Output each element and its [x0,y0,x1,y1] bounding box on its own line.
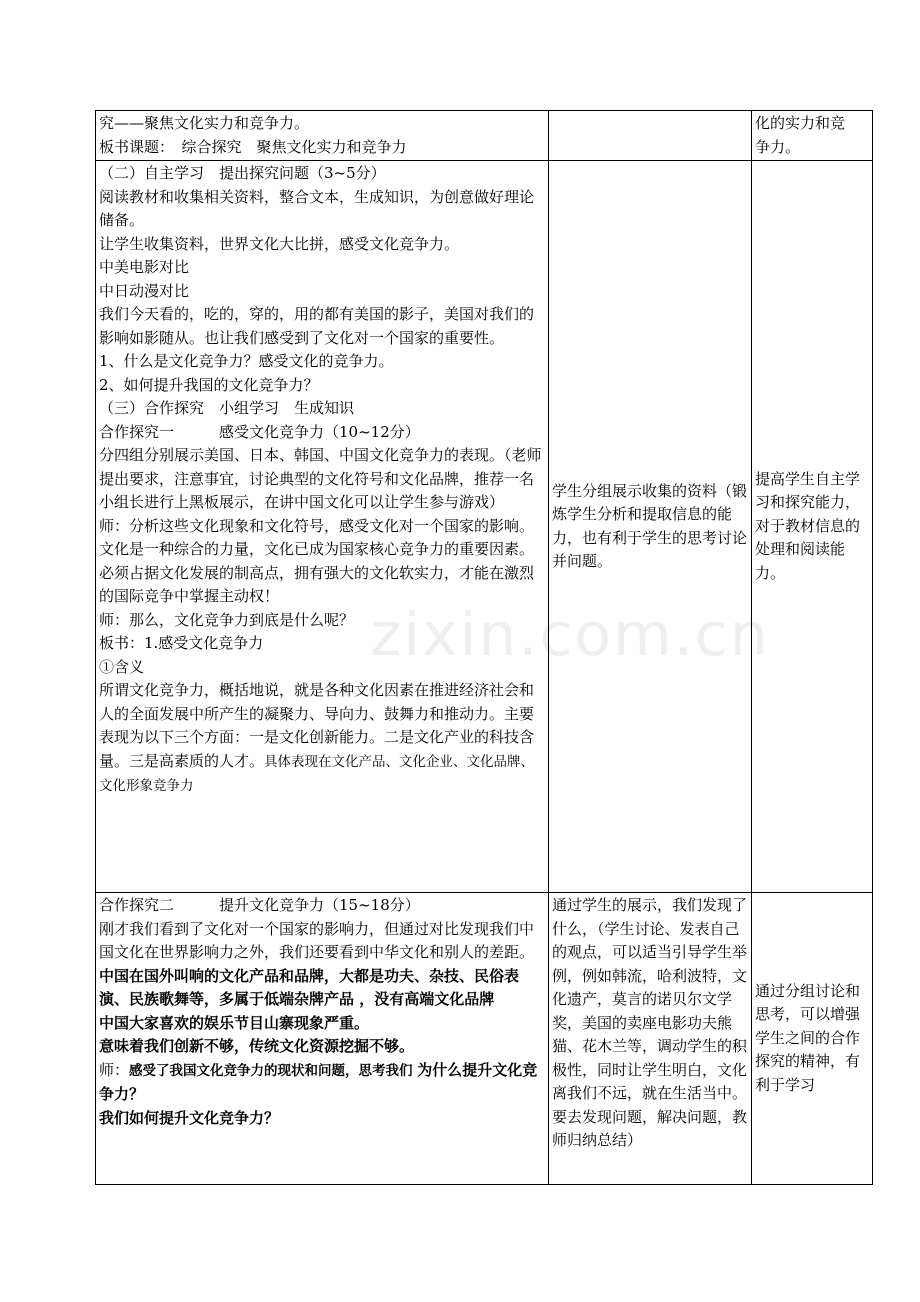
row2-line: 让学生收集资料，世界文化大比拼，感受文化竞争力。 [99,234,460,253]
teacher-prefix: 师： [99,1060,130,1079]
row3-intent-cell [752,893,873,1185]
row1-line-2: 板书课题： 综合探究 聚焦文化实力和竞争力 [99,137,407,156]
table-row-1 [96,111,873,161]
row2-line: ①含义 [99,657,145,676]
watermark: zixin.com.cn [370,600,770,670]
row2-intent-cell [752,161,873,893]
row1-intent-line-1: 化的实力和竞 [755,114,846,132]
row2-line: 分四组分别展示美国、日本、韩国、中国文化竞争力的表现。（老师提出要求，注意事宜，讨论典型的文化符号和文化品牌，推荐一名小组长进行上黑板展示，在讲中国文化可以让学生参与游戏） [99,446,542,511]
row2-definition: 所谓文化竞争力，概括地说，就是各种文化因素在推进经济社会和人的全面发展中所产生的凝聚力、导向力、鼓舞力和推动力。主要表现为以下三个方面：一是文化创新能力。二是文化产业的科技含量。三是高素质的人才。 [99,681,535,770]
row3-bold-line: 意味着我们创新不够，传统文化资源挖掘不够。 [99,1037,415,1055]
row3-activity-text: 通过学生的展示，我们发现了什么，（学生讨论、发表自己的观点，可以适当引导学生举例，例如韩流，哈利波特，文化遗产，莫言的诺贝尔文学奖，美国的卖座电影功夫熊猫、花木兰等，调动学生的积极性，同时让学生明白，文化离我们不远，就在生活当中。要去发现问题，解决问题，教师归纳总结） [552,896,748,1149]
row2-intent-text: 提高学生自主学习和探究能力，对于教材信息的处理和阅读能力。 [755,469,861,582]
row2-line: 阅读教材和收集相关资料，整合文本，生成知识，为创意做好理论储备。 [99,187,535,229]
row3-line: 合作探究二 提升文化竞争力（15~18分） [99,896,420,914]
table-row-3 [96,893,873,1185]
row2-line: 师：分析这些文化现象和文化符号，感受文化对一个国家的影响。 [99,516,535,535]
teacher-question-small: 感受了我国文化竞争力的现状和问题，思考我们 [129,1062,418,1079]
row2-line: 文化是一种综合的力量，文化已成为国家核心竞争力的重要因素。必须占据文化发展的制高点，拥有强大的文化软实力，才能在激烈的国际竞争中掌握主动权！ [99,540,535,605]
row2-line: 中日动漫对比 [99,281,190,300]
row2-line: 中美电影对比 [99,258,190,276]
row3-bold-line: 中国大家喜欢的娱乐节目山寨现象严重。 [99,1013,370,1032]
row1-content-cell [96,111,549,161]
lesson-plan-table [95,110,873,1185]
row2-line: （二）自主学习 提出探究问题（3~5分） [99,164,386,182]
row1-intent-line-2: 争力。 [755,137,801,156]
row2-line: 我们今天看的，吃的，穿的，用的都有美国的影子，美国对我们的影响如影随从。也让我们感受到了文化对一个国家的重要性。 [99,305,535,347]
row2-line: 合作探究一 感受文化竞争力（10~12分） [99,422,420,441]
lesson-plan-page [95,110,873,1185]
row2-definition-detail: 具体表现在文化产品、文化企业、文化品牌、文化形象竞争力 [99,753,535,794]
row2-line: 2、如何提升我国的文化竞争力？ [99,375,319,394]
row3-content-cell [96,893,549,1185]
row3-intent-text: 通过分组讨论和思考，可以增强学生之间的合作探究的精神，有利于学习 [755,981,861,1094]
row2-activity-cell [549,161,752,893]
row3-last-line: 我们如何提升文化竞争力？ [99,1108,280,1127]
row3-bold-line: 中国在国外叫响的文化产品和品牌，大都是功夫、杂技、民俗表演、民族歌舞等，多属于低端杂牌产品 ，没有高端文化品牌 [99,966,520,1008]
teacher-question: 为什么提升文化竞争力？ [99,1060,538,1103]
row2-activity-text: 学生分组展示收集的资料（锻炼学生分析和提取信息的能力，也有利于学生的思考讨论并问题。 [552,481,748,570]
row1-line-1: 究——聚焦文化实力和竞争力。 [99,114,310,132]
row2-line: 师：那么，文化竞争力到底是什么呢？ [99,610,355,629]
row2-line: 板书：1.感受文化竞争力 [99,634,264,652]
row2-line: （三）合作探究 小组学习 生成知识 [99,399,355,417]
row3-teacher-line [99,1059,546,1107]
row2-content-cell [96,161,549,893]
row2-line: 1、什么是文化竞争力？感受文化的竞争力。 [99,352,394,370]
row3-activity-cell [549,893,752,1185]
row3-line: 刚才我们看到了文化对一个国家的影响力，但通过对比发现我们中国文化在世界影响力之外，我们还要看到中华文化和别人的差距。 [99,919,535,961]
row1-activity-cell [549,111,752,161]
row2-line [99,679,546,799]
table-row-2 [96,161,873,893]
row1-intent-cell [752,111,873,161]
